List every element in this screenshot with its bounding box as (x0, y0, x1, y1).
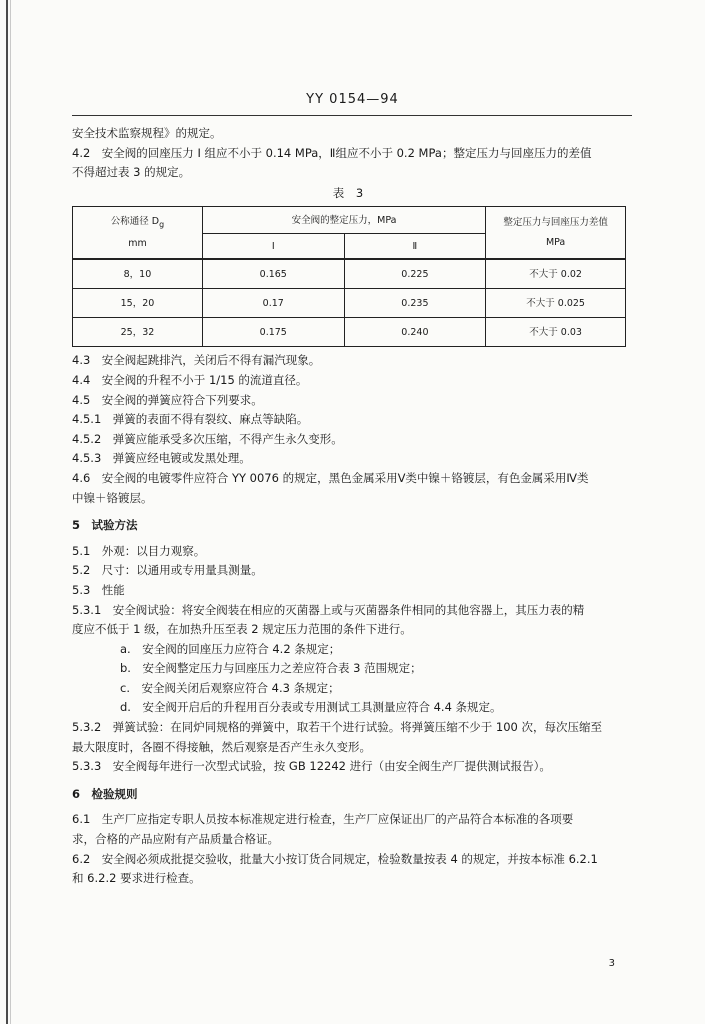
scan-edge-shadow (10, 0, 11, 1024)
table-row (73, 289, 626, 318)
cell-group2: 0.235 (344, 289, 486, 318)
list-item: c. 安全阀关闭后观察应符合 4.3 条规定； (120, 680, 340, 695)
list-item: a. 安全阀的回座压力应符合 4.2 条规定； (120, 641, 341, 656)
cell-group1: 0.165 (202, 259, 344, 289)
paragraph: 中镍＋铬镀层。 (72, 490, 153, 505)
paragraph: 5.2 尺寸：以通用或专用量具测量。 (72, 563, 263, 578)
section-6-title: 6 检验规则 (72, 786, 138, 801)
paragraph: 安全技术监察规程》的规定。 (72, 126, 222, 140)
table-row (73, 259, 626, 289)
header-cell-group2: Ⅱ (344, 234, 486, 260)
paragraph: 5.1 外观：以目力观察。 (72, 543, 206, 558)
paragraph: 求，合格的产品应附有产品质量合格证。 (72, 832, 279, 847)
cell-group2: 0.225 (344, 259, 486, 289)
scan-edge (6, 0, 8, 1024)
paragraph: 4.5.1 弹簧的表面不得有裂纹、麻点等缺陷。 (72, 412, 309, 427)
paragraph: 4.4 安全阀的升程不小于 1/15 的流道直径。 (72, 372, 308, 387)
header-cell-dn-unit: mm (128, 238, 147, 250)
list-item: b. 安全阀整定压力与回座压力之差应符合表 3 范围规定； (120, 661, 422, 676)
paragraph: 4.5.3 弹簧应经电镀或发黑处理。 (72, 451, 251, 466)
header-cell-diff (486, 207, 626, 260)
paragraph: 6.1 生产厂应指定专职人员按本标准规定进行检查，生产厂应保证出厂的产品符合本标准的各项要 (72, 812, 574, 827)
cell-diff: 不大于 0.025 (486, 289, 626, 318)
header-rule (72, 115, 632, 116)
paragraph: 4.5 安全阀的弹簧应符合下列要求。 (72, 392, 263, 407)
header-cell-dn-subscript: g (159, 219, 165, 229)
paragraph: 6.2 安全阀必须成批提交验收，批量大小按订货合同规定，检验数量按表 4 的规定，并按本标准 6.2.1 (72, 851, 598, 866)
cell-diff: 不大于 0.02 (486, 259, 626, 289)
paragraph: 5.3 性能 (72, 582, 125, 597)
page-number: 3 (608, 958, 615, 969)
paragraph: 5.3.1 安全阀试验：将安全阀装在相应的灭菌器上或与灭菌器条件相同的其他容器上，其压力表的精 (72, 602, 585, 617)
paragraph: 4.3 安全阀起跳排汽，关闭后不得有漏汽现象。 (72, 353, 321, 368)
header-cell-group1: Ⅰ (202, 234, 344, 260)
header-cell-dn (73, 207, 203, 260)
header-cell-pressure: 安全阀的整定压力，MPa (202, 207, 485, 234)
paragraph: 不得超过表 3 的规定。 (72, 165, 191, 180)
cell-dn: 15，20 (73, 289, 203, 318)
header-cell-dn-label: 公称通径 D (110, 215, 160, 227)
cell-dn: 8，10 (73, 259, 203, 289)
paragraph: 度应不低于 1 级，在加热升压至表 2 规定压力范围的条件下进行。 (72, 622, 412, 637)
cell-group2: 0.240 (344, 318, 486, 347)
paragraph: 5.3.2 弹簧试验：在同炉同规格的弹簧中，取若干个进行试验。将弹簧压缩不少于 100 次，每次压缩至 (72, 720, 603, 735)
cell-diff: 不大于 0.03 (486, 318, 626, 347)
cell-dn: 25，32 (73, 318, 203, 347)
paragraph: 和 6.2.2 要求进行检查。 (72, 871, 201, 886)
paragraph: 5.3.3 安全阀每年进行一次型式试验，按 GB 12242 进行（由安全阀生产厂提供测试报告）。 (72, 759, 551, 774)
paragraph: 4.2 安全阀的回座压力 I 组应不小于 0.14 MPa，Ⅱ组应不小于 0.2 MPa；整定压力与回座压力的差值 (72, 145, 592, 160)
paragraph: 最大限度时，各圈不得接触，然后观察是否产生永久变形。 (72, 739, 371, 754)
paragraph: 4.5.2 弹簧应能承受多次压缩，不得产生永久变形。 (72, 431, 343, 446)
page-content (72, 124, 628, 889)
table-3 (72, 206, 626, 347)
paragraph: 4.6 安全阀的电镀零件应符合 YY 0076 的规定，黑色金属采用Ⅴ类中镍＋铬镀层，有色金属采用Ⅳ类 (72, 470, 589, 485)
table-row (73, 318, 626, 347)
header-cell-diff-label: 整定压力与回座压力差值 (503, 217, 608, 229)
table-title: 表 3 (332, 185, 368, 200)
table-header-row (73, 207, 626, 234)
cell-group1: 0.175 (202, 318, 344, 347)
document-header: YY 0154—94 (306, 92, 399, 107)
header-cell-diff-unit: MPa (545, 236, 566, 248)
list-item: d. 安全阀开启后的升程用百分表或专用测试工具测量应符合 4.4 条规定。 (120, 700, 502, 715)
section-5-title: 5 试验方法 (72, 518, 138, 533)
cell-group1: 0.17 (202, 289, 344, 318)
